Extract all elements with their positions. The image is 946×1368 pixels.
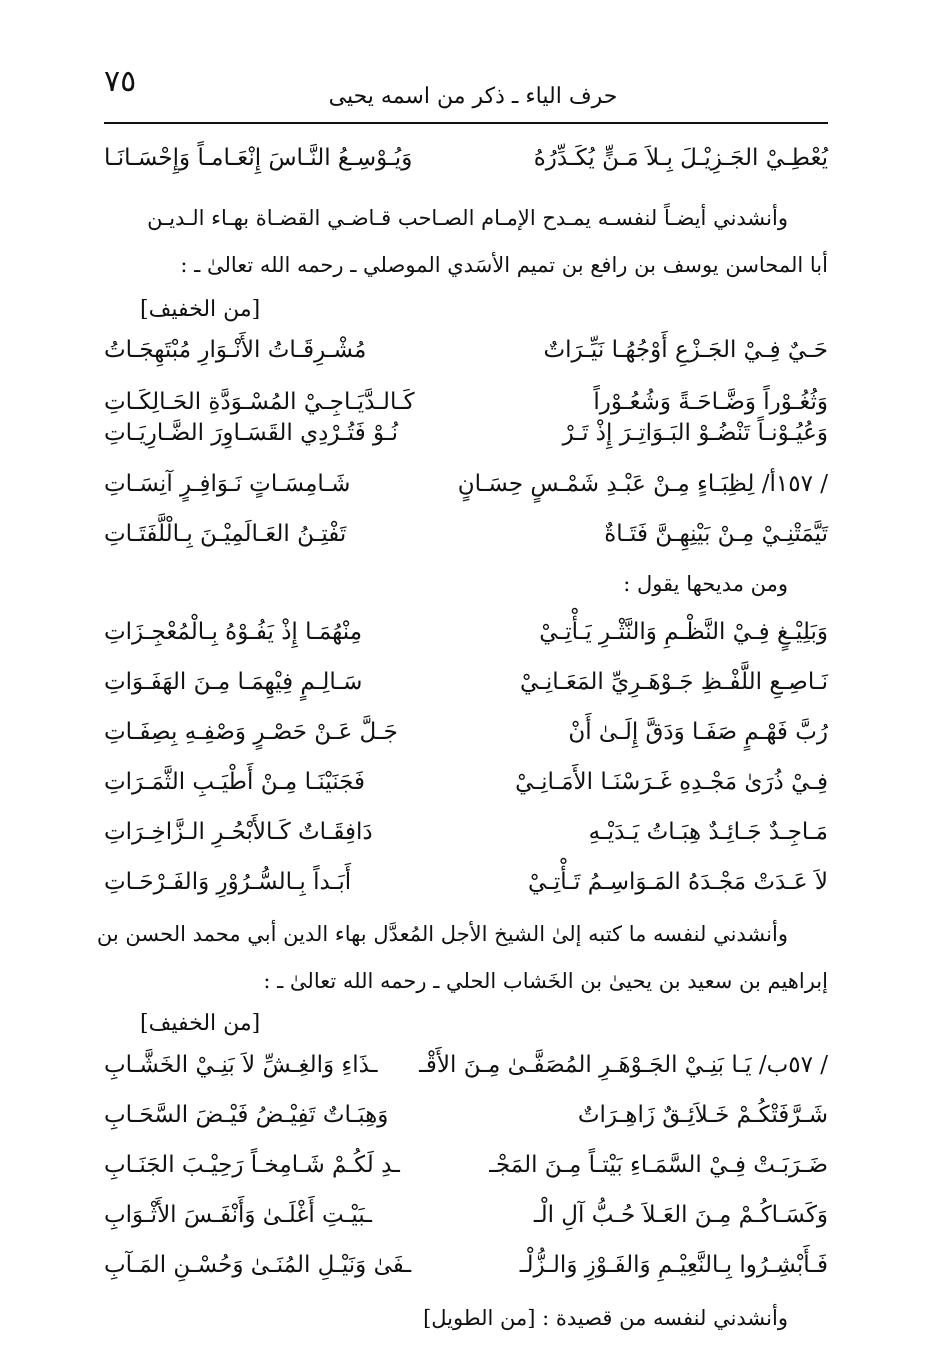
second-hemistich: شَـامِسَـاتٍ نَـوَافِـرٍ آنِسَـاتِ	[104, 471, 351, 497]
verse-line	[104, 710, 828, 754]
verse-line	[104, 1043, 828, 1087]
second-hemistich: ـبَيْـتِ أَغْلَـىٰ وَأَنْفَـسَ الأَثْـوَابِ	[104, 1202, 372, 1228]
verse-line	[104, 660, 828, 704]
prose-line: وأنشدني لنفسه ما كتبه إلىٰ الشيخ الأجل المُعدَّل بهاء الدين أبي محمد الحسن بن	[96, 922, 788, 946]
first-hemistich: شَـرَّفَتْكُـمْ خَـلاَئِـقٌ زَاهِـرَاتٌ	[577, 1102, 828, 1128]
verse-line	[104, 760, 828, 804]
verse-line	[104, 462, 828, 506]
page-number: ٧٥	[104, 64, 137, 99]
verse-line	[104, 328, 828, 372]
second-hemistich: وَهِبَـاتٌ تَفِيْـضُ فَيْـضَ السَّحَـابِ	[104, 1102, 389, 1128]
second-hemistich: مِنْهُمَـا إِذْ يَفُـوْهُ بِـالْمُعْجِـزَاتِ	[104, 619, 363, 645]
first-hemistich: / ٥٧ب/ يَـا بَنِـيْ الجَـوْهَـرِ المُصَفَّـىٰ مِـنَ الأَقْـ	[419, 1052, 828, 1078]
prose-line: أبا المحاسن يوسف بن رافع بن تميم الأسَدي الموصلي ـ رحمه الله تعالىٰ ـ :	[180, 253, 828, 277]
verse-line	[104, 1143, 828, 1187]
verse-line	[104, 512, 828, 556]
first-hemistich: فَـأَبْشِـرُوا بِـالنَّعِيْـمِ وَالفَـوْزِ وَالـزُّلْـ	[519, 1252, 828, 1278]
first-hemistich: ضَـرَبَـتْ فِـيْ السَّمَـاءِ بَيْتـاً مِـنَ المَجْـ	[489, 1152, 828, 1178]
verse-line	[104, 1093, 828, 1137]
first-hemistich: وَكَسَـاكُـمْ مِـنَ العَـلاَ حُـبُّ آلِ الْـ	[533, 1202, 828, 1228]
verse-line	[104, 610, 828, 654]
second-hemistich: جَـلَّ عَـنْ حَصْـرٍ وَصْفِـهِ بِصِفَـاتِ	[104, 719, 398, 745]
first-hemistich: وَبَلِيْـغٍ فِـيْ النَّظْـمِ وَالنَّثْـرِ يَـأْتِـيْ	[539, 619, 828, 645]
first-hemistich: حَـيٌ فِـيْ الجَـزْعِ أَوْجُهُـا نَيِّـرَاتٌ	[543, 337, 828, 363]
second-hemistich: فَجَنَيْنَـا مِـنْ أَطْيَـبِ الثَّمَـرَاتِ	[104, 769, 365, 795]
first-hemistich: نَـاصِـعِ اللَّفْـظِ جَـوْهَـرِيِّ المَعَـانِـيْ	[519, 669, 828, 695]
verse-line	[104, 1243, 828, 1287]
first-hemistich: رُبَّ فَهْـمٍ صَفَـا وَدَقَّ إِلَـىٰ أَنْ	[568, 719, 828, 745]
second-hemistich: ـدِ لَكُـمْ شَـامِخـاً رَحِيْـبَ الجَنَـابِ	[104, 1152, 400, 1178]
meter-label: [من الخفيف]	[140, 1011, 261, 1036]
running-head: حرف الياء ـ ذكر من اسمه يحيى	[328, 84, 618, 109]
prose-line: وأنشدني لنفسه من قصيدة : [من الطويل]	[423, 1306, 788, 1330]
first-hemistich: يُعْطِـيْ الجَـزِيْـلَ بِـلاَ مَـنٍّ يُكَـدِّرُهُ	[533, 145, 828, 171]
prose-line: وأنشدني أيضـاً لنفسـه يمـدح الإمـام الصـاحب قـاضـي القضـاة بهـاء الـديـن	[147, 206, 788, 230]
meter-label: [من الخفيف]	[140, 297, 261, 322]
prose-line: ومن مديحها يقول :	[623, 572, 788, 596]
second-hemistich: ـذَاءِ وَالغِـشِّ لاَ بَنِـيْ الخَشَّـابِ	[104, 1052, 378, 1078]
second-hemistich: كَـالـدَّيَـاجِـيْ المُسْـوَدَّةِ الحَـالِكَـاتِ	[104, 389, 415, 415]
first-hemistich: / ١٥٧أ/ لِظِبَـاءٍ مِـنْ عَبْـدِ شَمْـسٍ حِسَـانٍ	[457, 471, 828, 497]
first-hemistich: فِـيْ ذُرَىٰ مَجْـدِهِ غَـرَسْنَـا الأَمَـانِـيْ	[515, 769, 828, 795]
first-hemistich: تَيَّمَتْنِـيْ مِـنْ بَيْنِهِـنَّ فَتَـاةٌ	[604, 521, 828, 547]
verse-line	[104, 810, 828, 854]
second-hemistich: تَفْتِـنُ العَـالَمِيْـنَ بِـالْلَّفَتَـاتِ	[104, 521, 347, 547]
first-hemistich: لاَ عَـدَتْ مَجْـدَهُ المَـوَاسِـمُ تَـأْتِـيْ	[527, 869, 828, 895]
header-rule	[104, 122, 828, 124]
second-hemistich: دَافِقَـاتٌ كَـالأَبْحُـرِ الـزَّاخِـرَاتِ	[104, 819, 373, 845]
second-hemistich: نُـوْ فَتُـرْدِي القَسَـاوِرَ الضَّـارِيَـاتِ	[104, 420, 399, 446]
first-hemistich: وَثُغُـوْراً وَضَّـاحَـةً وَشُعُـوْراً	[593, 389, 828, 415]
prose-line: إبراهيم بن سعيد بن يحيىٰ بن الخَشاب الحلي ـ رحمه الله تعالىٰ ـ :	[263, 969, 828, 993]
second-hemistich: سَـالِـمٍ فِيْهِمَـا مِـنَ الهَفَـوَاتِ	[104, 669, 363, 695]
second-hemistich: ـفَىٰ وَنَيْـلِ المُنَـىٰ وَحُسْـنِ المَـآبِ	[104, 1252, 412, 1278]
first-hemistich: مَـاجِـدٌ جَـائِـدٌ هِبَـاتُ يَـدَيْـهِ	[588, 819, 828, 845]
verse-line	[104, 860, 828, 904]
first-hemistich: وَعُيُـوْنـاً تَنْضُـوْ البَـوَاتِـرَ إِذْ تَـرْ	[562, 420, 828, 446]
verse-line	[104, 411, 828, 455]
second-hemistich: وَيُـوْسِـعُ النَّـاسَ إِنْعَـامـاً وَإِحْسَـانَـا	[104, 145, 413, 171]
verse-line	[104, 136, 828, 180]
verse-line	[104, 1193, 828, 1237]
second-hemistich: أَبَـداً بِـالسُّـرُوْرِ وَالفَـرْحَـاتِ	[104, 869, 352, 895]
second-hemistich: مُشْـرِقَـاتُ الأَنْـوَارِ مُبْتَهِجَـاتُ	[104, 337, 367, 363]
